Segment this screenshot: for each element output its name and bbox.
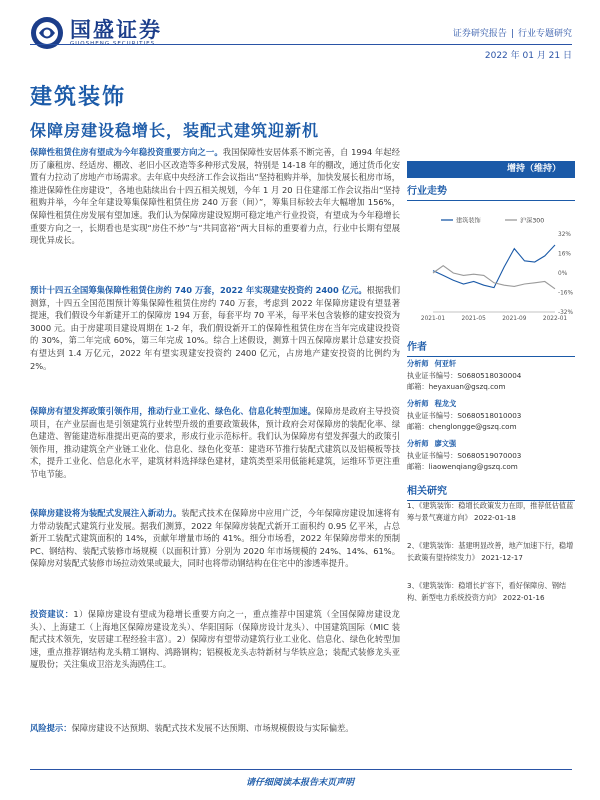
author-cert: S0680519070003: [457, 450, 522, 460]
paragraph-lead: 保障性租赁住房有望成为今年稳投资重要方向之一。: [30, 147, 223, 157]
cert-label: 执业证书编号：: [407, 370, 458, 380]
related-heading: 相关研究: [407, 482, 575, 501]
report-type-label: 证券研究报告: [452, 29, 507, 39]
rating-badge: 增持（维持）: [407, 161, 575, 178]
author-role: 分析师: [407, 399, 429, 408]
x-tick-label: 2021-09: [502, 316, 527, 322]
paragraph-text: 1）保障房建设有望成为稳增长重要方向之一，重点推荐中国建筑（全国保障房建设龙头）、上海建工（上海地区保障房建设龙头）、华阳国际（保障房设计龙头）、中国建筑国际（MIC 装配式技术领先，安居建工程经验丰富）。2）保障房有望带动建筑行业工业化、信息化、绿色化转型加速，重点推荐钢结构龙头精工钢构、鸿路钢构；铝模板龙头志特新材与华铁应急；装配式装修龙头亚厦股份；关注集成卫浴龙头海鸥住工。: [30, 609, 400, 670]
author-role: 分析师: [407, 359, 429, 368]
related-report-title[interactable]: 3、《建筑装饰：稳增长扩容下，看好保障房、钢结构、新型电力系统投资方向》: [407, 581, 567, 602]
paragraph-text: 根据我们测算，十四五全国范围预计筹集保障性租赁住房约 740 万套，考虑到 2022 年保障房建设有望显著提速，我们假设今年新建开工的保障房 194 万套，每套平均 70 平米，每平米包含装修的建安投资为 3000 元。由于房建项目建设周期在 1-2 年，我们假设新开工的保障性租赁住房在当年完成建设投资的 30%，第二年完成 60%，第三年完成 10%。综合上述假设，测算十四五保障房累计总建安投资有望达到 1.4 万亿元，2022 年有望实现建安投资约 2400 亿元，占房地产建安投资的比例约为 2%。: [30, 285, 400, 371]
related-report-item[interactable]: [407, 500, 575, 524]
paragraph-text: 装配式技术在保障房中应用广泛，今年保障房建设加速将有力带动装配式建筑行业发展。据我们测算，2022 年保障房装配式新开工面积约 0.95 亿平米，占总新开工装配式建筑面积的 14%，贡献年增量市场的 41%。细分市场看，2022 年保障房带来的预制 PC、钢结构、装配式装修市场规模（以面积计算）分别为 2020 年市场规模的 24%、14%、61%。保障房对装配式装修市场拉动效果或最大，同时也将带动钢结构在住宅中的渗透率提升。: [30, 508, 400, 569]
author-role: 分析师: [407, 439, 429, 448]
author-card: [407, 438, 575, 473]
related-report-date: 2022-01-18: [474, 513, 516, 522]
author-name: 程龙戈: [434, 399, 457, 408]
paragraph-lead: 投资建议：: [30, 609, 74, 619]
report-type: [453, 26, 572, 39]
related-report-title[interactable]: 1、《建筑装饰：稳增长政策发力在即，推荐低估值蓝筹与景气赛道方向》: [407, 501, 574, 522]
trend-heading: 行业走势: [407, 182, 575, 201]
paragraph-housing-policy: [30, 146, 400, 247]
author-cert: S0680518030004: [457, 370, 522, 380]
author-email[interactable]: heyaxuan@gszq.com: [428, 382, 506, 392]
related-report-title[interactable]: 2、《建筑装饰：基建明显改善，地产加速下行，稳增长政策有望持续发力》: [407, 541, 574, 562]
cert-label: 执业证书编号：: [407, 450, 458, 460]
author-email[interactable]: chenglongge@gszq.com: [428, 422, 517, 432]
email-label: 邮箱：: [407, 422, 429, 432]
footer-disclaimer: 请仔细阅读本报告末页声明: [245, 778, 354, 788]
y-tick-label: 16%: [558, 251, 571, 258]
industry-trend-chart: [407, 212, 575, 324]
report-category-label: 行业专题研究: [517, 29, 572, 39]
paragraph-investment-estimate: [30, 284, 400, 372]
email-label: 邮箱：: [407, 462, 429, 472]
author-name: 何亚轩: [434, 359, 457, 368]
paragraph-risk-warning: [30, 722, 400, 735]
brand-name: 国盛证券: [70, 17, 162, 42]
paragraph-lead: 保障房有望发挥政策引领作用，推动行业工业化、绿色化、信息化转型加速。: [30, 406, 316, 416]
paragraph-text: 保障房是政府主导投资项目，在产业层面也是引领建筑行业转型升级的重要政策载体，预计政府会对保障房的装配化率、绿色建造、智能建造标准提出更高的要求，形成行业示范标杆。我们认为保障房有望发挥强大的政策引领作用，推动建筑全产业链工业化、信息化、绿色化变革：建造环节推行装配式建筑以及铝模板等技术，提升工业化、信息化水平，建筑材料选择绿色建材，建筑类型采用低能耗建筑，运维环节更注重节电节能。: [30, 406, 400, 479]
author-card: [407, 398, 575, 433]
paragraph-lead: 风险提示：: [30, 723, 72, 733]
report-title: 保障房建设稳增长，装配式建筑迎新机: [30, 121, 320, 140]
paragraph-prefab-building: [30, 507, 400, 570]
y-tick-label: -16%: [558, 290, 573, 297]
x-tick-label: 2021-01: [420, 316, 446, 322]
paragraph-policy-guidance: [30, 405, 400, 481]
related-report-date: 2021-12-17: [481, 553, 523, 562]
author-cert: S0680518010003: [457, 410, 522, 420]
paragraph-lead: 预计十四五全国筹集保障性租赁住房约 740 万套，2022 年实现建安投资约 2400 亿元。: [30, 285, 367, 295]
trend-chart-svg: [407, 212, 575, 324]
paragraph-text: 保障房建设不达预期、装配式技术发展不达预期、市场规模假设与实际偏差。: [71, 723, 354, 733]
series-line: [433, 266, 555, 289]
header-divider: [30, 44, 572, 45]
industry-title: 建筑装饰: [30, 85, 127, 110]
legend-label: 建筑装饰: [456, 217, 481, 225]
x-tick-label: 2022-01: [542, 316, 568, 322]
header-separator: |: [510, 29, 514, 39]
authors-heading: 作者: [407, 338, 575, 357]
series-line: [433, 245, 555, 288]
report-date: 2022 年 01 月 21 日: [484, 51, 572, 61]
author-card: [407, 358, 575, 393]
paragraph-investment-advice: [30, 608, 400, 671]
email-label: 邮箱：: [407, 382, 429, 392]
y-tick-label: 0%: [558, 271, 568, 277]
footer-divider: [30, 769, 572, 770]
x-tick-label: 2021-05: [461, 316, 486, 322]
y-tick-label: 32%: [558, 232, 571, 238]
paragraph-lead: 保障房建设将为装配式发展注入新动力。: [30, 508, 182, 518]
author-name: 廖文强: [434, 439, 457, 448]
related-report-date: 2022-01-16: [502, 593, 545, 602]
author-email[interactable]: liaowenqiang@gszq.com: [428, 462, 518, 472]
related-report-item[interactable]: [407, 540, 575, 564]
y-tick-label: -32%: [558, 310, 573, 316]
legend-label: 沪深300: [520, 217, 545, 225]
related-report-item[interactable]: [407, 580, 575, 604]
cert-label: 执业证书编号：: [407, 410, 458, 420]
paragraph-text: 我国保障性安居体系不断完善，自 1994 年起经历了廉租房、经适房、棚改、老旧小区改造等多种形式发展，特别是 14-18 年的棚改，通过货币化安置有力拉动了房地产市场需求。去年底中央经济工作会议指出“坚持租购并举，加快发展长租房市场，推进保障性住房建设”，各地也陆续出台十四五相关规划，今年 1 月 20 日住建部工作会议指出“坚持租购并举，今年全年建设筹集保障性租赁住房 240 万套（间）”，筹集目标较去年大幅增加 156%，保障性租赁住房发展有望加速。我们认为保障房建设短期可稳定地产行业投资，有望成为今年稳增长重要方向之一，长期看也是实现“房住不炒”与“共同富裕”两大目标的重要着力点，行业中长期有望展现优异成长。: [30, 147, 400, 246]
